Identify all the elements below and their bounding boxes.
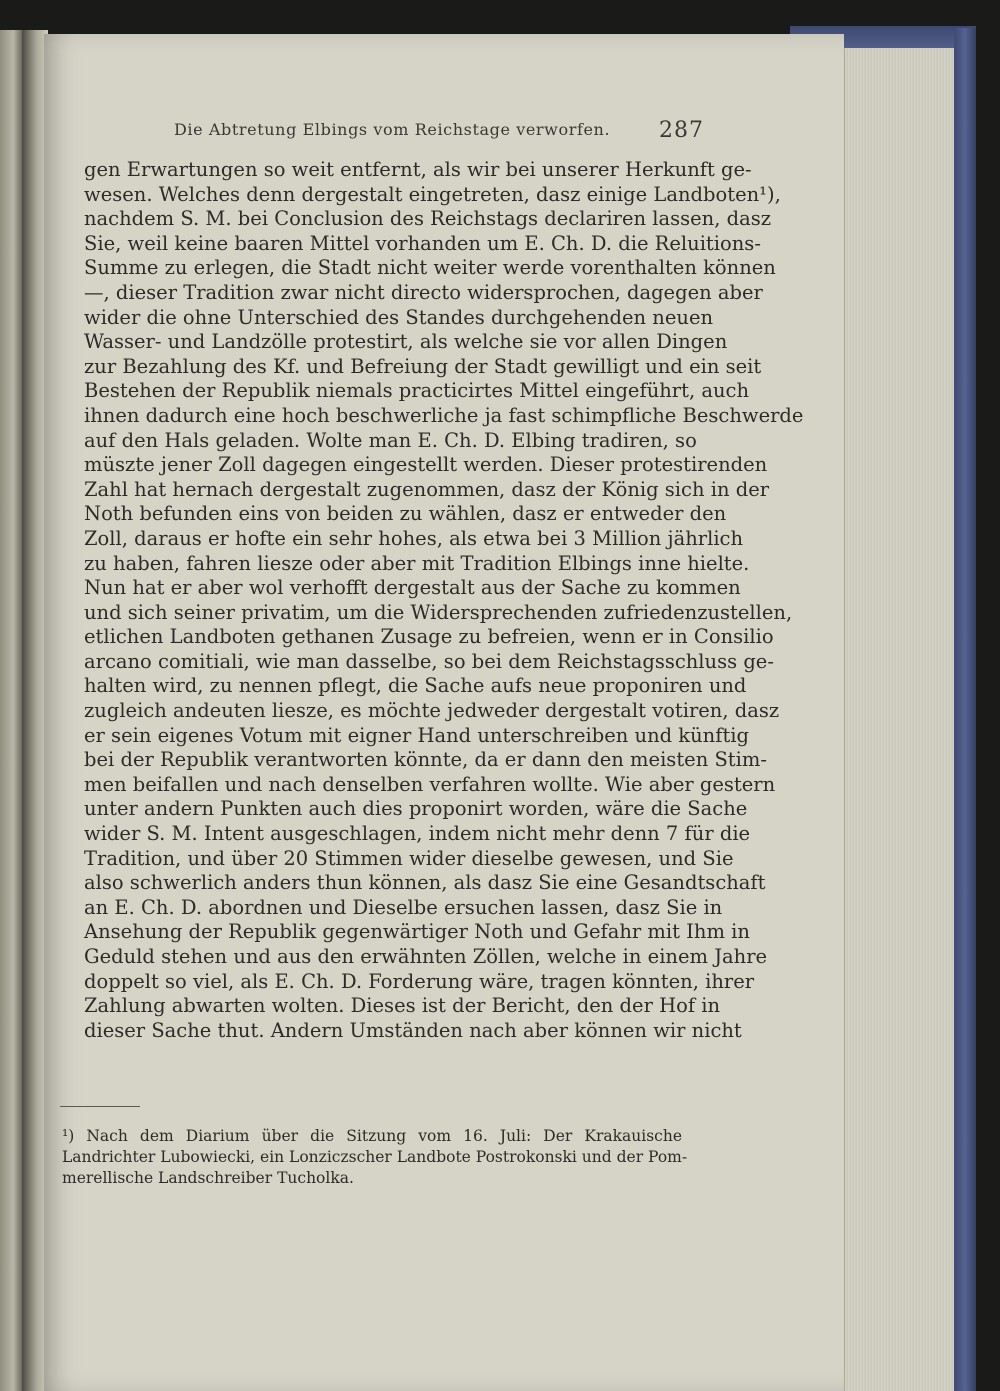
text-line: nachdem S. M. bei Conclusion des Reichstags declariren lassen, dasz [84, 207, 772, 231]
footnote-line: merellische Landschreiber Tucholka. [62, 1169, 354, 1187]
text-line: Zoll, daraus er hofte ein sehr hohes, als etwa bei 3 Million jährlich [84, 526, 744, 550]
text-line: zu haben, fahren liesze oder aber mit Tradition Elbings inne hielte. [84, 551, 750, 575]
text-line: Tradition, und über 20 Stimmen wider dieselbe gewesen, und Sie [84, 846, 734, 870]
text-line: wider die ohne Unterschied des Standes durchgehenden neuen [84, 305, 714, 329]
running-title: Die Abtretung Elbings vom Reichstage verworfen. [174, 120, 611, 139]
page-edges [844, 48, 955, 1391]
text-line: er sein eigenes Votum mit eigner Hand unterschreiben und künftig [84, 723, 750, 747]
text-line: Geduld stehen und aus den erwähnten Zöllen, welche in einem Jahre [84, 945, 768, 968]
text-line: doppelt so viel, als E. Ch. D. Forderung wäre, tragen könnten, ihrer [84, 969, 755, 993]
book-cover-spine [954, 28, 976, 1391]
text-line: wesen. Welches denn dergestalt eingetreten, dasz einige Landboten¹), [84, 182, 781, 206]
text-line: auf den Hals geladen. Wolte man E. Ch. D. Elbing tradiren, so [84, 428, 697, 452]
text-line: gen Erwartungen so weit entfernt, als wir bei unserer Herkunft ge- [84, 158, 752, 181]
text-line: Bestehen der Republik niemals practicirtes Mittel eingeführt, auch [84, 379, 750, 403]
footnote-rule [60, 1106, 140, 1107]
main-text [84, 158, 804, 1043]
text-line: wider S. M. Intent ausgeschlagen, indem nicht mehr denn 7 für die [84, 822, 751, 846]
text-line: unter andern Punkten auch dies proponirt worden, wäre die Sache [84, 797, 748, 821]
text-line: Sie, weil keine baaren Mittel vorhanden um E. Ch. D. die Reluitions- [84, 231, 761, 255]
page-number: 287 [659, 118, 704, 143]
footnote-line: Landrichter Lubowiecki, ein Lonziczscher Landbote Postrokonski und der Pom- [62, 1148, 688, 1166]
text-line: —, dieser Tradition zwar nicht directo widersprochen, dagegen aber [84, 280, 763, 304]
text-line: und sich seiner privatim, um die Widersprechenden zufriedenzustellen, [84, 600, 793, 624]
text-line: dieser Sache thut. Andern Umständen nach aber können wir nicht [84, 1018, 742, 1042]
text-line: müszte jener Zoll dagegen eingestellt werden. Dieser protestirenden [84, 453, 768, 477]
page-header [174, 118, 704, 146]
text-line: men beifallen und nach denselben verfahren wollte. Wie aber gestern [84, 772, 776, 796]
text-line: zugleich andeuten liesze, es möchte jedweder dergestalt votiren, dasz [84, 699, 780, 723]
text-line: Wasser- und Landzölle protestirt, als welche sie vor allen Dingen [84, 330, 728, 354]
text-line: bei der Republik verantworten könnte, da er dann den meisten Stim- [84, 748, 767, 772]
text-line: Nun hat er aber wol verhofft dergestalt aus der Sache zu kommen [84, 576, 741, 600]
footnote-line: ¹) Nach dem Diarium über die Sitzung vom 16. Juli: Der Krakauische [62, 1127, 682, 1145]
text-line: zur Bezahlung des Kf. und Befreiung der Stadt gewilligt und ein seit [84, 354, 762, 378]
text-line: Noth befunden eins von beiden zu wählen, dasz er entweder den [84, 502, 727, 526]
text-line: Summe zu erlegen, die Stadt nicht weiter werde vorenthalten können [84, 256, 776, 280]
text-line: etlichen Landboten gethanen Zusage zu befreien, wenn er in Consilio [84, 625, 774, 649]
text-line: an E. Ch. D. abordnen und Dieselbe ersuchen lassen, dasz Sie in [84, 895, 723, 919]
text-line: also schwerlich anders thun können, als dasz Sie eine Gesandtschaft [84, 871, 766, 895]
text-line: Zahl hat hernach dergestalt zugenommen, dasz der König sich in der [84, 477, 770, 501]
text-line: ihnen dadurch eine hoch beschwerliche ja fast schimpfliche Beschwerde [84, 403, 804, 427]
footnote [62, 1126, 688, 1189]
text-line: arcano comitiali, wie man dasselbe, so bei dem Reichstagsschluss ge- [84, 649, 774, 673]
facing-page-edge [0, 30, 22, 1391]
text-line: Zahlung abwarten wolten. Dieses ist der Bericht, den der Hof in [84, 994, 721, 1018]
text-line: halten wird, zu nennen pflegt, die Sache aufs neue proponiren und [84, 674, 747, 698]
text-line: Ansehung der Republik gegenwärtiger Noth und Gefahr mit Ihm in [84, 920, 750, 944]
